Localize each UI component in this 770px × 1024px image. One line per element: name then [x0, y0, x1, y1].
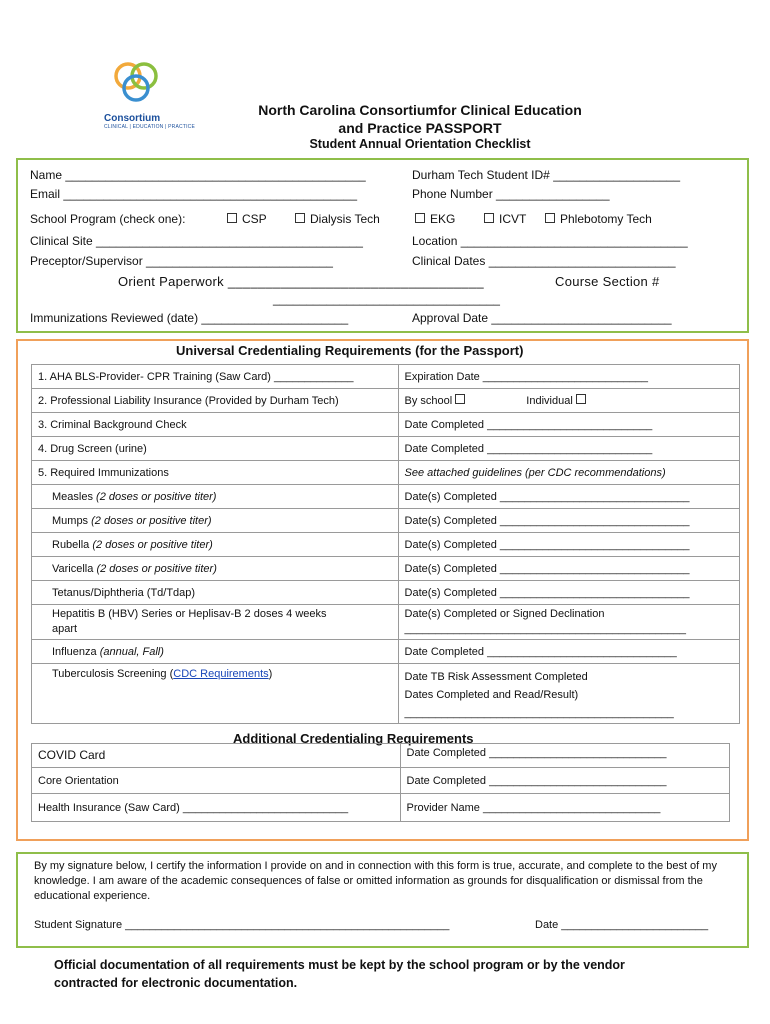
student-id-field[interactable]: Durham Tech Student ID# ___________________	[412, 168, 680, 182]
provider-name-field[interactable]: Provider Name _____________________________	[400, 794, 729, 822]
tuberculosis-label: Tuberculosis Screening (CDC Requirements)	[32, 664, 399, 724]
immunizations-guidelines: See attached guidelines (per CDC recommendations)	[398, 461, 739, 485]
phone-field[interactable]: Phone Number _________________	[412, 187, 610, 201]
checkbox-icon[interactable]	[576, 394, 586, 404]
clinical-site-field[interactable]: Clinical Site ________________________________________	[30, 234, 363, 248]
checkbox-icon[interactable]	[455, 394, 465, 404]
mumps-label: Mumps (2 doses or positive titer)	[32, 509, 399, 533]
checkbox-icon[interactable]	[227, 213, 237, 223]
school-program-label: School Program (check one):	[30, 212, 186, 226]
program-option-icvt[interactable]: ICVT	[484, 212, 526, 226]
hepatitis-b-label: Hepatitis B (HBV) Series or Heplisav-B 2 doses 4 weeks apart	[32, 605, 399, 640]
core-orientation-label: Core Orientation	[32, 768, 401, 794]
course-section-field[interactable]: __________________________________	[273, 292, 500, 306]
checkbox-icon[interactable]	[545, 213, 555, 223]
program-option-ekg[interactable]: EKG	[415, 212, 455, 226]
influenza-date-field[interactable]: Date Completed _______________________________	[398, 640, 739, 664]
tuberculosis-date-field[interactable]: Date TB Risk Assessment Completed Dates Completed and Read/Result) ____________________________________________	[398, 664, 739, 724]
table-row	[32, 413, 740, 437]
student-signature-field[interactable]: Student Signature _____________________________________________________	[34, 919, 450, 931]
footer-note: Official documentation of all requirements must be kept by the school program or by the vendor contracted for electronic documentation.	[54, 958, 625, 990]
varicella-date-field[interactable]: Date(s) Completed _______________________________	[398, 557, 739, 581]
table-row	[32, 365, 740, 389]
varicella-label: Varicella (2 doses or positive titer)	[32, 557, 399, 581]
table-row	[32, 664, 740, 724]
covid-date-field[interactable]: Date Completed _____________________________	[400, 744, 729, 768]
program-option-csp[interactable]: CSP	[227, 212, 267, 226]
table-row	[32, 437, 740, 461]
table-row	[32, 557, 740, 581]
signature-date-field[interactable]: Date ________________________	[535, 919, 709, 931]
table-row	[32, 485, 740, 509]
table-row	[32, 640, 740, 664]
hepatitis-b-date-field[interactable]: Date(s) Completed or Signed Declination ______________________________________________	[398, 605, 739, 640]
table-row	[32, 461, 740, 485]
bls-expiration-field[interactable]: Expiration Date ___________________________	[398, 365, 739, 389]
clinical-dates-field[interactable]: Clinical Dates ____________________________	[412, 254, 676, 268]
table-row	[32, 605, 740, 640]
table-row	[32, 744, 730, 768]
background-check-date-field[interactable]: Date Completed ___________________________	[398, 413, 739, 437]
program-option-dialysis[interactable]: Dialysis Tech	[295, 212, 380, 226]
form-title-line1: North Carolina Consortiumfor Clinical Education	[258, 102, 582, 118]
measles-date-field[interactable]: Date(s) Completed _______________________________	[398, 485, 739, 509]
checkbox-icon[interactable]	[484, 213, 494, 223]
mumps-date-field[interactable]: Date(s) Completed _______________________________	[398, 509, 739, 533]
measles-label: Measles (2 doses or positive titer)	[32, 485, 399, 509]
certification-text: By my signature below, I certify the information I provide on and in connection with this form is true, accurate, and complete to the best of my knowledge. I am aware of the academic consequences of false or omitted information as grounds for disqualification or dismissal from the educational experience.	[34, 860, 717, 902]
health-insurance-field[interactable]: Health Insurance (Saw Card) ___________________________	[32, 794, 401, 822]
covid-card-label: COVID Card	[32, 744, 401, 768]
universal-requirements-title: Universal Credentialing Requirements (for the Passport)	[176, 343, 524, 358]
logo-subtitle: CLINICAL | EDUCATION | PRACTICE	[104, 124, 196, 130]
orient-paperwork-field[interactable]: Orient Paperwork __________________________________	[118, 274, 484, 289]
immunizations-label: 5. Required Immunizations	[32, 461, 399, 485]
approval-date-field[interactable]: Approval Date ___________________________	[412, 311, 672, 325]
program-option-phlebotomy[interactable]: Phlebotomy Tech	[545, 212, 652, 226]
immunizations-reviewed-field[interactable]: Immunizations Reviewed (date) ______________________	[30, 311, 349, 325]
background-check-label: 3. Criminal Background Check	[32, 413, 399, 437]
name-field[interactable]: Name _____________________________________________	[30, 168, 366, 182]
additional-requirements-title: Additional Credentialing Requirements	[233, 731, 474, 746]
table-row	[32, 509, 740, 533]
rubella-date-field[interactable]: Date(s) Completed _______________________________	[398, 533, 739, 557]
liability-options[interactable]: By school Individual	[398, 389, 739, 413]
form-subtitle: Student Annual Orientation Checklist	[309, 137, 531, 151]
table-row	[32, 389, 740, 413]
bls-cpr-label: 1. AHA BLS-Provider- CPR Training (Saw Card) _____________	[32, 365, 399, 389]
form-title-line2: and Practice PASSPORT	[338, 120, 502, 136]
influenza-label: Influenza (annual, Fall)	[32, 640, 399, 664]
table-row	[32, 533, 740, 557]
checkbox-icon[interactable]	[415, 213, 425, 223]
email-field[interactable]: Email ____________________________________________	[30, 187, 357, 201]
universal-requirements-table	[31, 364, 740, 724]
checkbox-icon[interactable]	[295, 213, 305, 223]
table-row	[32, 581, 740, 605]
table-row	[32, 794, 730, 822]
drug-screen-date-field[interactable]: Date Completed ___________________________	[398, 437, 739, 461]
core-orientation-date-field[interactable]: Date Completed _____________________________	[400, 768, 729, 794]
table-row	[32, 768, 730, 794]
logo-name: Consortium	[104, 113, 161, 124]
additional-requirements-table	[31, 743, 730, 822]
tetanus-date-field[interactable]: Date(s) Completed _______________________________	[398, 581, 739, 605]
tetanus-label: Tetanus/Diphtheria (Td/Tdap)	[32, 581, 399, 605]
rubella-label: Rubella (2 doses or positive titer)	[32, 533, 399, 557]
preceptor-field[interactable]: Preceptor/Supervisor ____________________________	[30, 254, 333, 268]
drug-screen-label: 4. Drug Screen (urine)	[32, 437, 399, 461]
liability-insurance-label: 2. Professional Liability Insurance (Provided by Durham Tech)	[32, 389, 399, 413]
cdc-requirements-link[interactable]: CDC Requirements	[173, 668, 269, 680]
location-field[interactable]: Location __________________________________	[412, 234, 688, 248]
course-section-label: Course Section #	[555, 274, 660, 289]
